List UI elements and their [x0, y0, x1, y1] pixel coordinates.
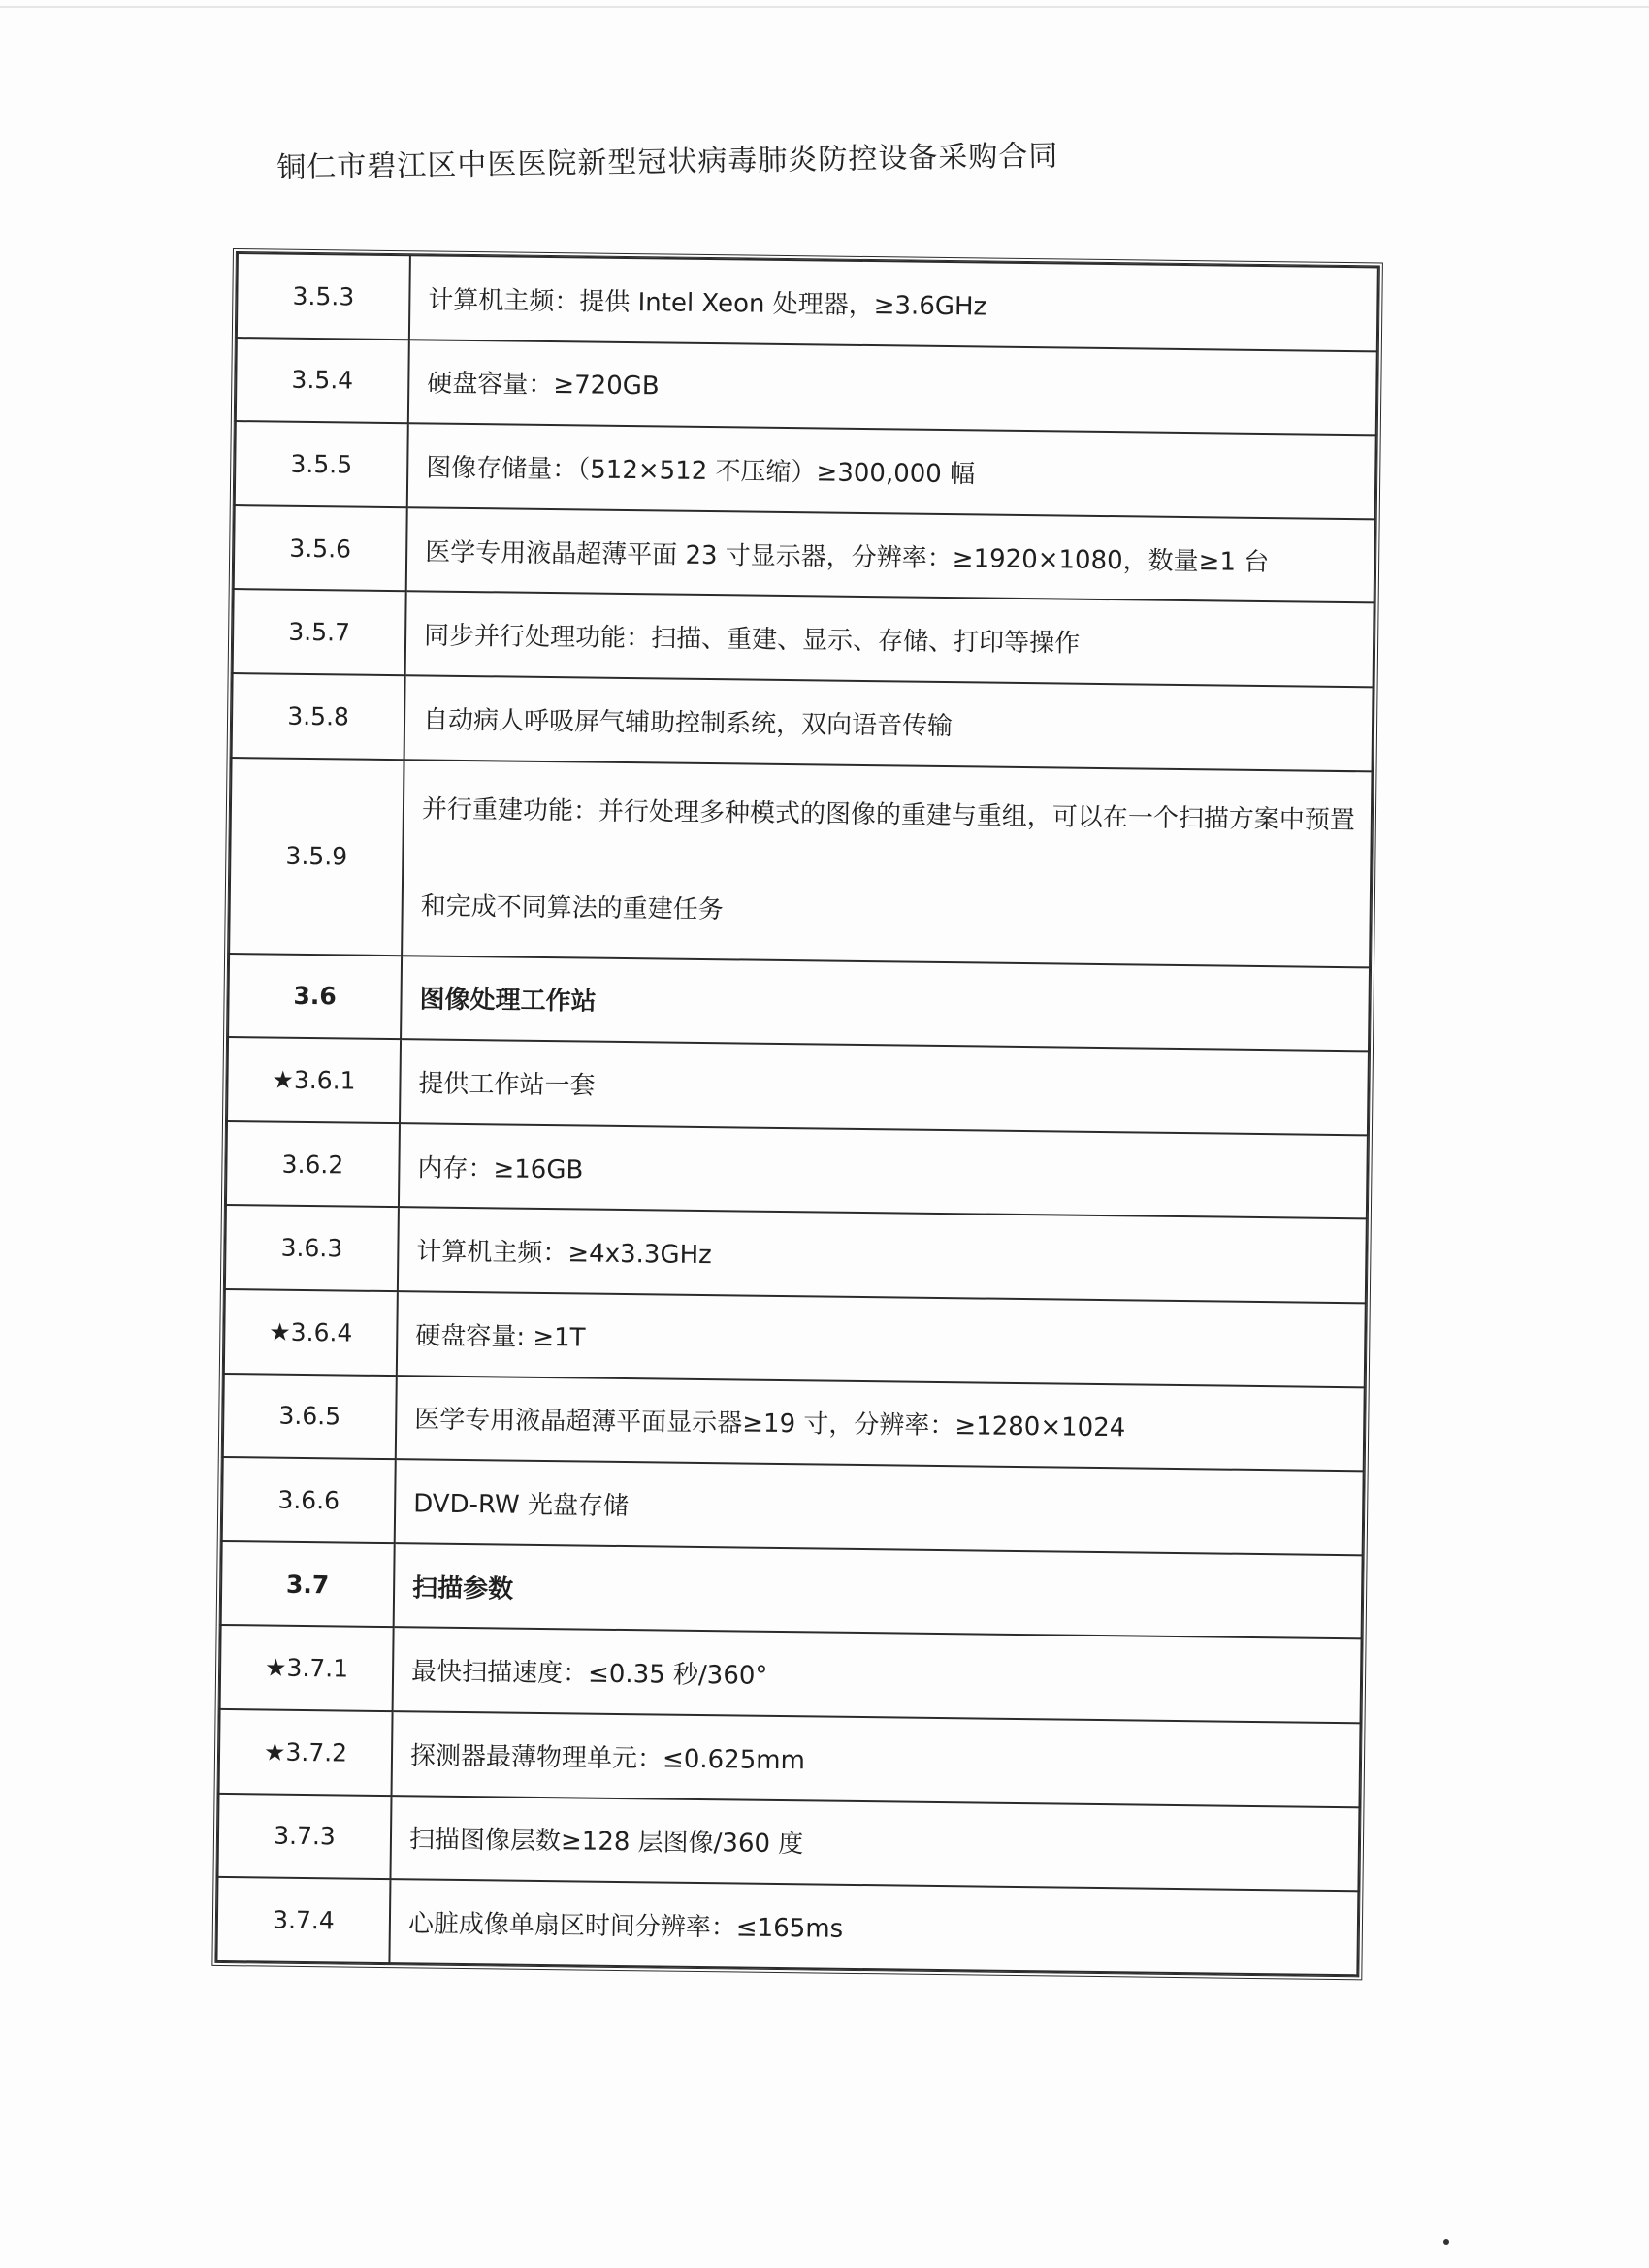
table-row — [237, 253, 1378, 351]
item-number-cell: 3.5.4 — [236, 338, 409, 424]
table-row — [234, 505, 1375, 603]
item-description-cell: 最快扫描速度：≤0.35 秒/360° — [393, 1627, 1362, 1723]
item-number-cell: 3.6.5 — [223, 1374, 397, 1460]
item-description-cell: 探测器最薄物理单元：≤0.625mm — [392, 1711, 1361, 1807]
table-row — [222, 1457, 1364, 1555]
item-number-cell: 3.5.8 — [232, 673, 405, 760]
item-number-cell: 3.7.3 — [217, 1793, 391, 1879]
item-number-cell: 3.6.3 — [225, 1205, 399, 1291]
table-row — [235, 421, 1376, 519]
scan-speck — [1443, 2239, 1449, 2245]
item-number-cell: 3.5.3 — [237, 253, 410, 340]
table-row — [236, 338, 1377, 436]
item-number-cell: 3.5.9 — [229, 758, 404, 956]
table-row — [224, 1289, 1366, 1387]
table-row — [225, 1205, 1367, 1303]
spec-table-body — [216, 253, 1377, 1975]
document-title: 铜仁市碧江区中医医院新型冠状病毒肺炎防控设备采购合同 — [276, 139, 1059, 185]
item-number-cell: 3.6 — [228, 954, 402, 1040]
item-number-cell: 3.5.7 — [233, 589, 406, 675]
table-row — [229, 758, 1372, 967]
table-row — [221, 1541, 1363, 1639]
item-description-cell: 硬盘容量: ≥1T — [397, 1291, 1366, 1387]
table-row — [232, 673, 1374, 771]
item-description-cell: 提供工作站一套 — [400, 1039, 1369, 1135]
item-number-cell: 3.5.6 — [234, 505, 407, 592]
item-description-cell: 扫描图像层数≥128 层图像/360 度 — [390, 1796, 1359, 1892]
item-number-cell: 3.6.6 — [222, 1457, 396, 1543]
item-description-cell: 图像存储量：（512×512 不压缩）≥300,000 幅 — [407, 423, 1376, 519]
item-description-cell: 同步并行处理功能：扫描、重建、显示、存储、打印等操作 — [405, 592, 1374, 688]
table-row — [228, 954, 1370, 1052]
spec-table-frame — [211, 248, 1383, 1980]
item-number-cell: ★3.6.4 — [224, 1289, 398, 1376]
item-number-cell: 3.7.4 — [216, 1877, 390, 1963]
item-number-cell: 3.7 — [221, 1541, 395, 1628]
item-description-cell: 医学专用液晶超薄平面 23 寸显示器，分辨率：≥1920×1080，数量≥1 台 — [406, 507, 1375, 603]
item-description-cell: 计算机主频：提供 Intel Xeon 处理器，≥3.6GHz — [409, 255, 1378, 351]
scan-edge-line — [0, 6, 1649, 8]
table-row — [220, 1625, 1362, 1723]
item-description-cell: 计算机主频：≥4x3.3GHz — [398, 1208, 1367, 1304]
item-description-cell: 心脏成像单扇区时间分辨率：≤165ms — [389, 1879, 1358, 1975]
table-row — [223, 1374, 1365, 1472]
item-description-cell: 并行重建功能：并行处理多种模式的图像的重建与重组，可以在一个扫描方案中预置和完成不同算法的重建任务 — [402, 760, 1372, 967]
item-description-cell: 扫描参数 — [394, 1543, 1363, 1639]
item-number-cell: 3.6.2 — [226, 1121, 400, 1208]
item-description-cell: 内存：≥16GB — [399, 1123, 1368, 1219]
table-row — [219, 1709, 1361, 1807]
item-description-cell: 自动病人呼吸屏气辅助控制系统，双向语音传输 — [404, 675, 1374, 771]
item-description-cell: 医学专用液晶超薄平面显示器≥19 寸，分辨率：≥1280×1024 — [396, 1376, 1365, 1472]
item-number-cell: ★3.7.1 — [220, 1625, 394, 1711]
item-description-cell: 图像处理工作站 — [401, 956, 1370, 1052]
table-row — [233, 589, 1374, 687]
spec-table — [215, 252, 1378, 1976]
item-number-cell: 3.5.5 — [235, 421, 408, 507]
item-description-cell: 硬盘容量：≥720GB — [408, 340, 1377, 436]
item-number-cell: ★3.7.2 — [219, 1709, 393, 1796]
item-number-cell: ★3.6.1 — [227, 1037, 401, 1123]
table-row — [227, 1037, 1369, 1135]
table-row — [217, 1793, 1359, 1891]
item-description-cell: DVD-RW 光盘存储 — [395, 1459, 1364, 1555]
table-row — [216, 1877, 1358, 1975]
table-row — [226, 1121, 1368, 1219]
